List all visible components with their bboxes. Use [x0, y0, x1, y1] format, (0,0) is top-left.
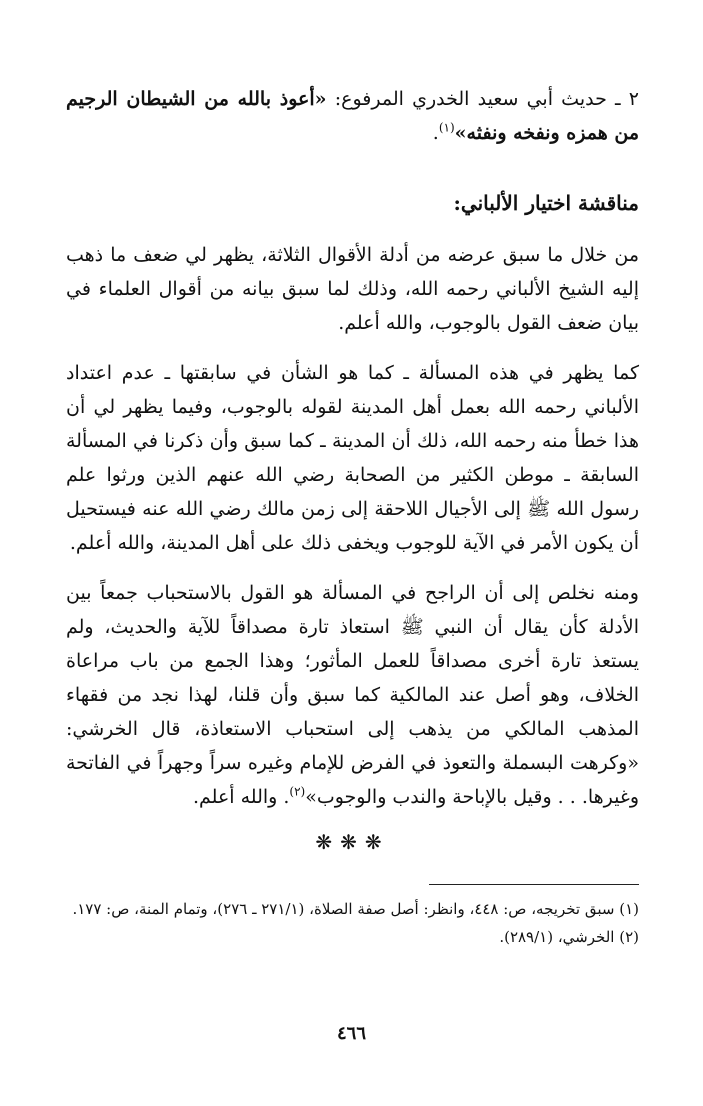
footnote-divider [429, 884, 639, 885]
page-number: ٤٦٦ [336, 1023, 366, 1044]
footnote-ref-2[interactable]: (٢) [289, 784, 306, 799]
hadith-quote: «أعوذ بالله من الشيطان الرجيم من همزه ونفخه ونفثه» [66, 88, 639, 144]
hadith-lead: ٢ ـ حديث أبي سعيد الخدري المرفوع: [326, 88, 639, 110]
paragraph-1: من خلال ما سبق عرضه من أدلة الأقوال الثلاثة، يظهر لي ضعف ما ذهب إليه الشيخ الألباني رحمه الله، وذلك لما سبق بيانه من أقوال العلماء في بيان ضعف القول بالوجوب، والله أعلم. [66, 244, 639, 334]
section-heading: مناقشة اختيار الألباني: [453, 191, 639, 215]
paragraph-3 [66, 576, 639, 814]
hadith-paragraph [66, 82, 639, 150]
paragraph-3-end: . والله أعلم. [192, 786, 290, 808]
footnote-1: (١) سبق تخريجه، ص: ٤٤٨، وانظر: أصل صفة الصلاة، (٢٧١/١ ـ ٢٧٦)، وتمام المنة، ص: ١٧٧. [72, 900, 639, 918]
section-separator: ❋❋❋ [315, 830, 390, 854]
footnote-2: (٢) الخرشي، (٢٨٩/١). [499, 928, 639, 946]
hadith-end: . [432, 122, 439, 144]
paragraph-2: كما يظهر في هذه المسألة ـ كما هو الشأن في سابقتها ـ عدم اعتداد الألباني رحمه الله بعمل أهل المدينة لقوله بالوجوب، وفيما يظهر لي أن هذا خطأ منه رحمه الله، ذلك أن المدينة ـ كما سبق وأن ذكرنا في المسألة السابقة ـ موطن الكثير من الصحابة رضي الله عنهم الذين ورثوا علم رسول الله ﷺ إلى الأجيال اللاحقة إلى زمن مالك رضي الله عنه فيستحيل أن يكون الأمر في الآية للوجوب ويخفى ذلك على أهل المدينة، والله أعلم. [66, 362, 640, 554]
footnote-ref-1[interactable]: (١) [438, 120, 455, 135]
paragraph-3-text: ومنه نخلص إلى أن الراجح في المسألة هو القول بالاستحباب جمعاً بين الأدلة كأن يقال أن النبي ﷺ استعاذ تارة مصداقاً للآية والحديث، ولم يستعذ تارة أخرى مصداقاً للعمل المأثور؛ وهذا الجمع من باب مراعاة الخلاف، وهو أصل عند المالكية كما سبق وأن قلنا، لهذا نجد من فقهاء المذهب المالكي من يذهب إلى استحباب الاستعاذة، قال الخرشي: «وكرهت البسملة والتعوذ في الفرض للإمام وغيره سراً وجهراً في الفاتحة وغيرها. . . وقيل بالإباحة والندب والوجوب» [66, 582, 639, 808]
